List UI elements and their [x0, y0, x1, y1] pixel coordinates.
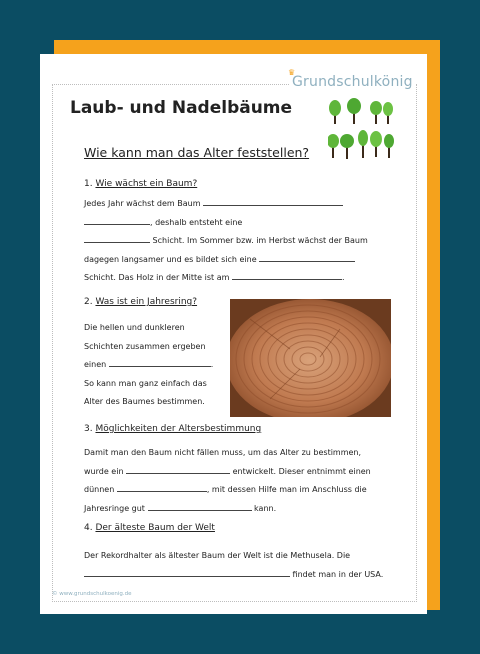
- page-subtitle: Wie kann man das Alter feststellen?: [84, 145, 310, 160]
- brand-logo: [288, 68, 415, 90]
- section-3-text: Damit man den Baum nicht fällen muss, um das Alter zu bestimmen, wurde ein entwickelt. Dieser entnimmt einen dünnen , mit dessen Hilfe man im Anschluss die Jahresringe gut kann.: [84, 448, 371, 513]
- fill-blank[interactable]: [148, 501, 252, 511]
- fill-blank[interactable]: [109, 357, 211, 367]
- brand-name: Grundschulkönig: [292, 74, 413, 90]
- section-2-text: Die hellen und dunkleren Schichten zusammen ergeben einen . So kann man ganz einfach das Alter des Baumes bestimmen.: [84, 323, 214, 406]
- fill-blank[interactable]: [126, 464, 230, 474]
- fill-blank[interactable]: [117, 482, 207, 492]
- footer-copyright: © www.grundschulkoenig.de: [52, 591, 132, 597]
- trees-illustration: [328, 98, 396, 160]
- fill-blank[interactable]: [84, 567, 290, 577]
- fill-blank[interactable]: [84, 215, 150, 225]
- tree-rings-photo: [230, 299, 391, 417]
- fill-blank[interactable]: [203, 196, 343, 206]
- section-3-heading: 3. Möglichkeiten der Altersbestimmung: [84, 424, 262, 434]
- tree-icon: [328, 98, 394, 159]
- section-1-heading: 1. Wie wächst ein Baum?: [84, 179, 198, 189]
- page-title: Laub- und Nadelbäume: [70, 98, 293, 118]
- worksheet-page: [40, 54, 427, 614]
- crown-icon: ♛: [288, 68, 296, 77]
- fill-blank[interactable]: [232, 270, 342, 280]
- section-4-heading: 4. Der älteste Baum der Welt: [84, 523, 215, 533]
- fill-blank[interactable]: [84, 233, 150, 243]
- section-4-text: Der Rekordhalter als ältester Baum der Welt ist die Methusela. Die findet man in der USA.: [84, 551, 384, 579]
- fill-blank[interactable]: [259, 252, 355, 262]
- section-2-heading: 2. Was ist ein Jahresring?: [84, 297, 198, 307]
- section-1-text: Jedes Jahr wächst dem Baum , deshalb entsteht eine Schicht. Im Sommer bzw. im Herbst wächst der Baum dagegen langsamer und es bildet sich eine Schicht. Das Holz in der Mitte ist am .: [84, 195, 368, 288]
